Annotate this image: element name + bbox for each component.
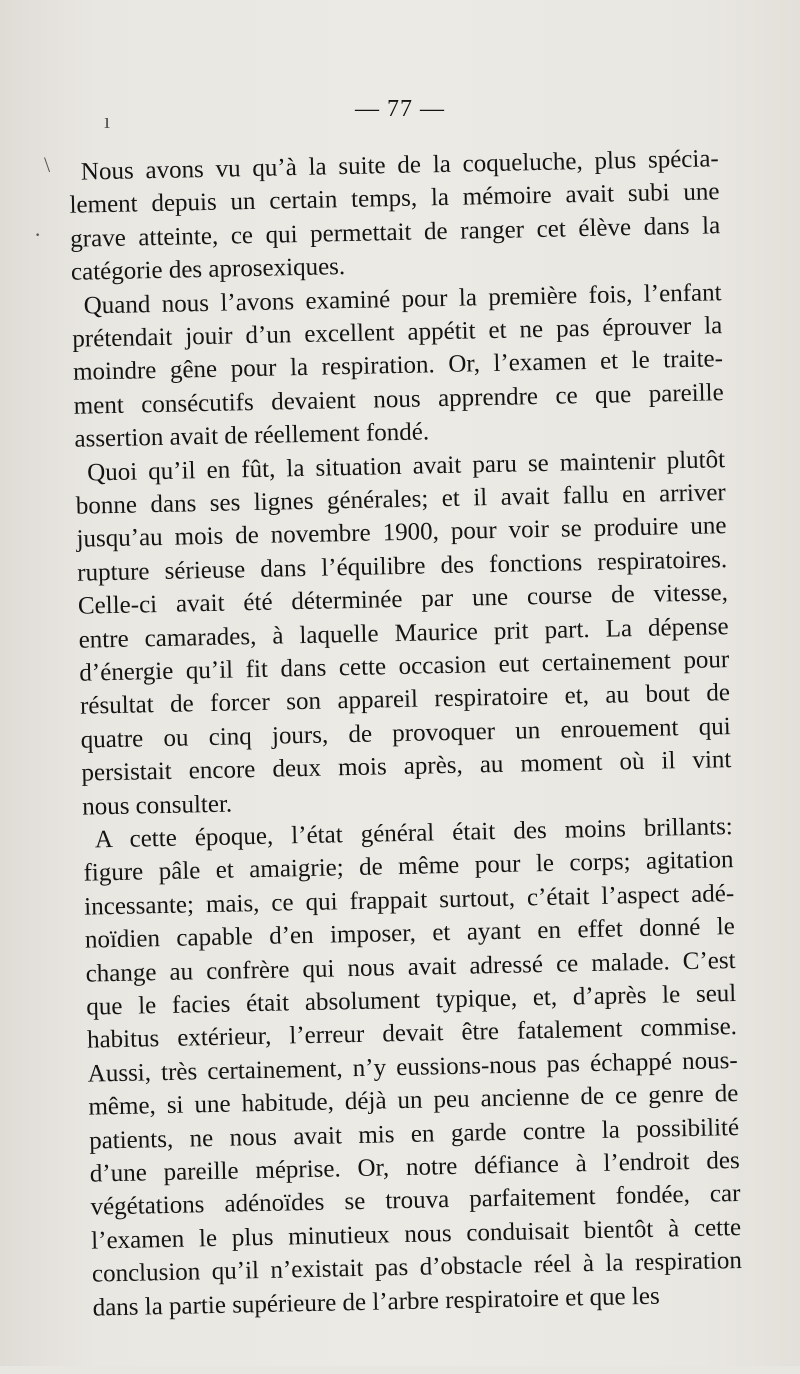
text-line: quatre ou cinq jours, de provoquer un enrouement qui bbox=[80, 712, 731, 754]
text-line: jusqu’au mois de novembre 1900, pour voir se produire une bbox=[76, 512, 727, 554]
text-line: résultat de forcer son appareil respiratoire et, au bout de bbox=[79, 679, 731, 721]
text-line: assertion avait de réellement fondé. bbox=[74, 418, 430, 453]
text-line: rupture sérieuse dans l’équilibre des fonctions respiratoires. bbox=[76, 545, 728, 587]
text-line: Quand nous l’avons examiné pour la première fois, l’enfant bbox=[83, 278, 722, 320]
text-line: habitus extérieur, l’erreur devait être fatalement commise. bbox=[86, 1013, 738, 1055]
text-line: noïdien capable d’en imposer, et ayant en effet donné le bbox=[84, 913, 736, 954]
text-line: grave atteinte, ce qui permettait de ranger cet élève dans la bbox=[69, 211, 721, 253]
text-line: ment consécutifs devaient nous apprendre ce que pareille bbox=[73, 378, 724, 420]
text-line: conclusion qu’il n’existait pas d’obstacle réel à la respiration bbox=[91, 1247, 743, 1288]
text-line: d’une pareille méprise. Or, notre défiance à l’endroit des bbox=[89, 1146, 741, 1188]
text-line: prétendait jouir d’un excellent appétit et ne pas éprouver la bbox=[72, 312, 723, 353]
text-line: entre camarades, à laquelle Maurice prit part. La dépense bbox=[78, 612, 729, 654]
text-line: d’énergie qu’il fit dans cette occasion eut certainement pour bbox=[79, 646, 730, 687]
text-line: végétations adénoïdes se trouva parfaitement fondée, car bbox=[90, 1180, 741, 1221]
text-line: Aussi, très certainement, n’y eussions-nous pas échappé nous- bbox=[87, 1046, 738, 1088]
text-line: persistait encore deux mois après, au moment où il vint bbox=[81, 746, 732, 787]
text-line: incessante; mais, ce qui frappait surtout, c’était l’aspect adé- bbox=[83, 879, 735, 921]
text-line: figure pâle et amaigrie; de même pour le corps; agitation bbox=[83, 846, 734, 888]
text-line: l’examen le plus minutieux nous conduisait bientôt à cette bbox=[90, 1213, 742, 1255]
text-line: Celle-ci avait été déterminée par une course de vitesse, bbox=[77, 579, 729, 620]
text-line: même, si une habitude, déjà un peu ancienne de ce genre de bbox=[88, 1080, 739, 1121]
text-line: que le facies était absolument typique, et, d’après le seul bbox=[86, 980, 737, 1021]
text-line: moindre gêne pour la respiration. Or, l’examen et le traite- bbox=[72, 345, 724, 387]
text-line: A cette époque, l’état général était des moins brillants: bbox=[94, 813, 734, 854]
text-line: Quoi qu’il en fût, la situation avait paru se maintenir plutôt bbox=[86, 445, 726, 487]
page-number: — 77 — bbox=[355, 96, 445, 122]
text-line: dans la partie supérieure de l’arbre respiratoire et que les bbox=[92, 1282, 660, 1322]
text-line: change au confrère qui nous avait adressé ce malade. C’est bbox=[85, 946, 736, 988]
margin-mark: · bbox=[34, 222, 42, 247]
text-line: bonne dans ses lignes générales; et il avait fallu en arriver bbox=[75, 479, 727, 520]
text-line: catégorie des aprosexiques. bbox=[70, 253, 346, 286]
margin-mark: \ bbox=[44, 152, 51, 177]
text-line: Nous avons vu qu’à la suite de la coqueluche, plus spécia- bbox=[80, 145, 720, 186]
margin-mark: ı bbox=[104, 108, 111, 133]
text-line: patients, ne nous avait mis en garde contre la possibilité bbox=[88, 1113, 740, 1155]
text-line: nous consulter. bbox=[81, 790, 233, 821]
text-line: lement depuis un certain temps, la mémoire avait subi une bbox=[69, 178, 720, 220]
